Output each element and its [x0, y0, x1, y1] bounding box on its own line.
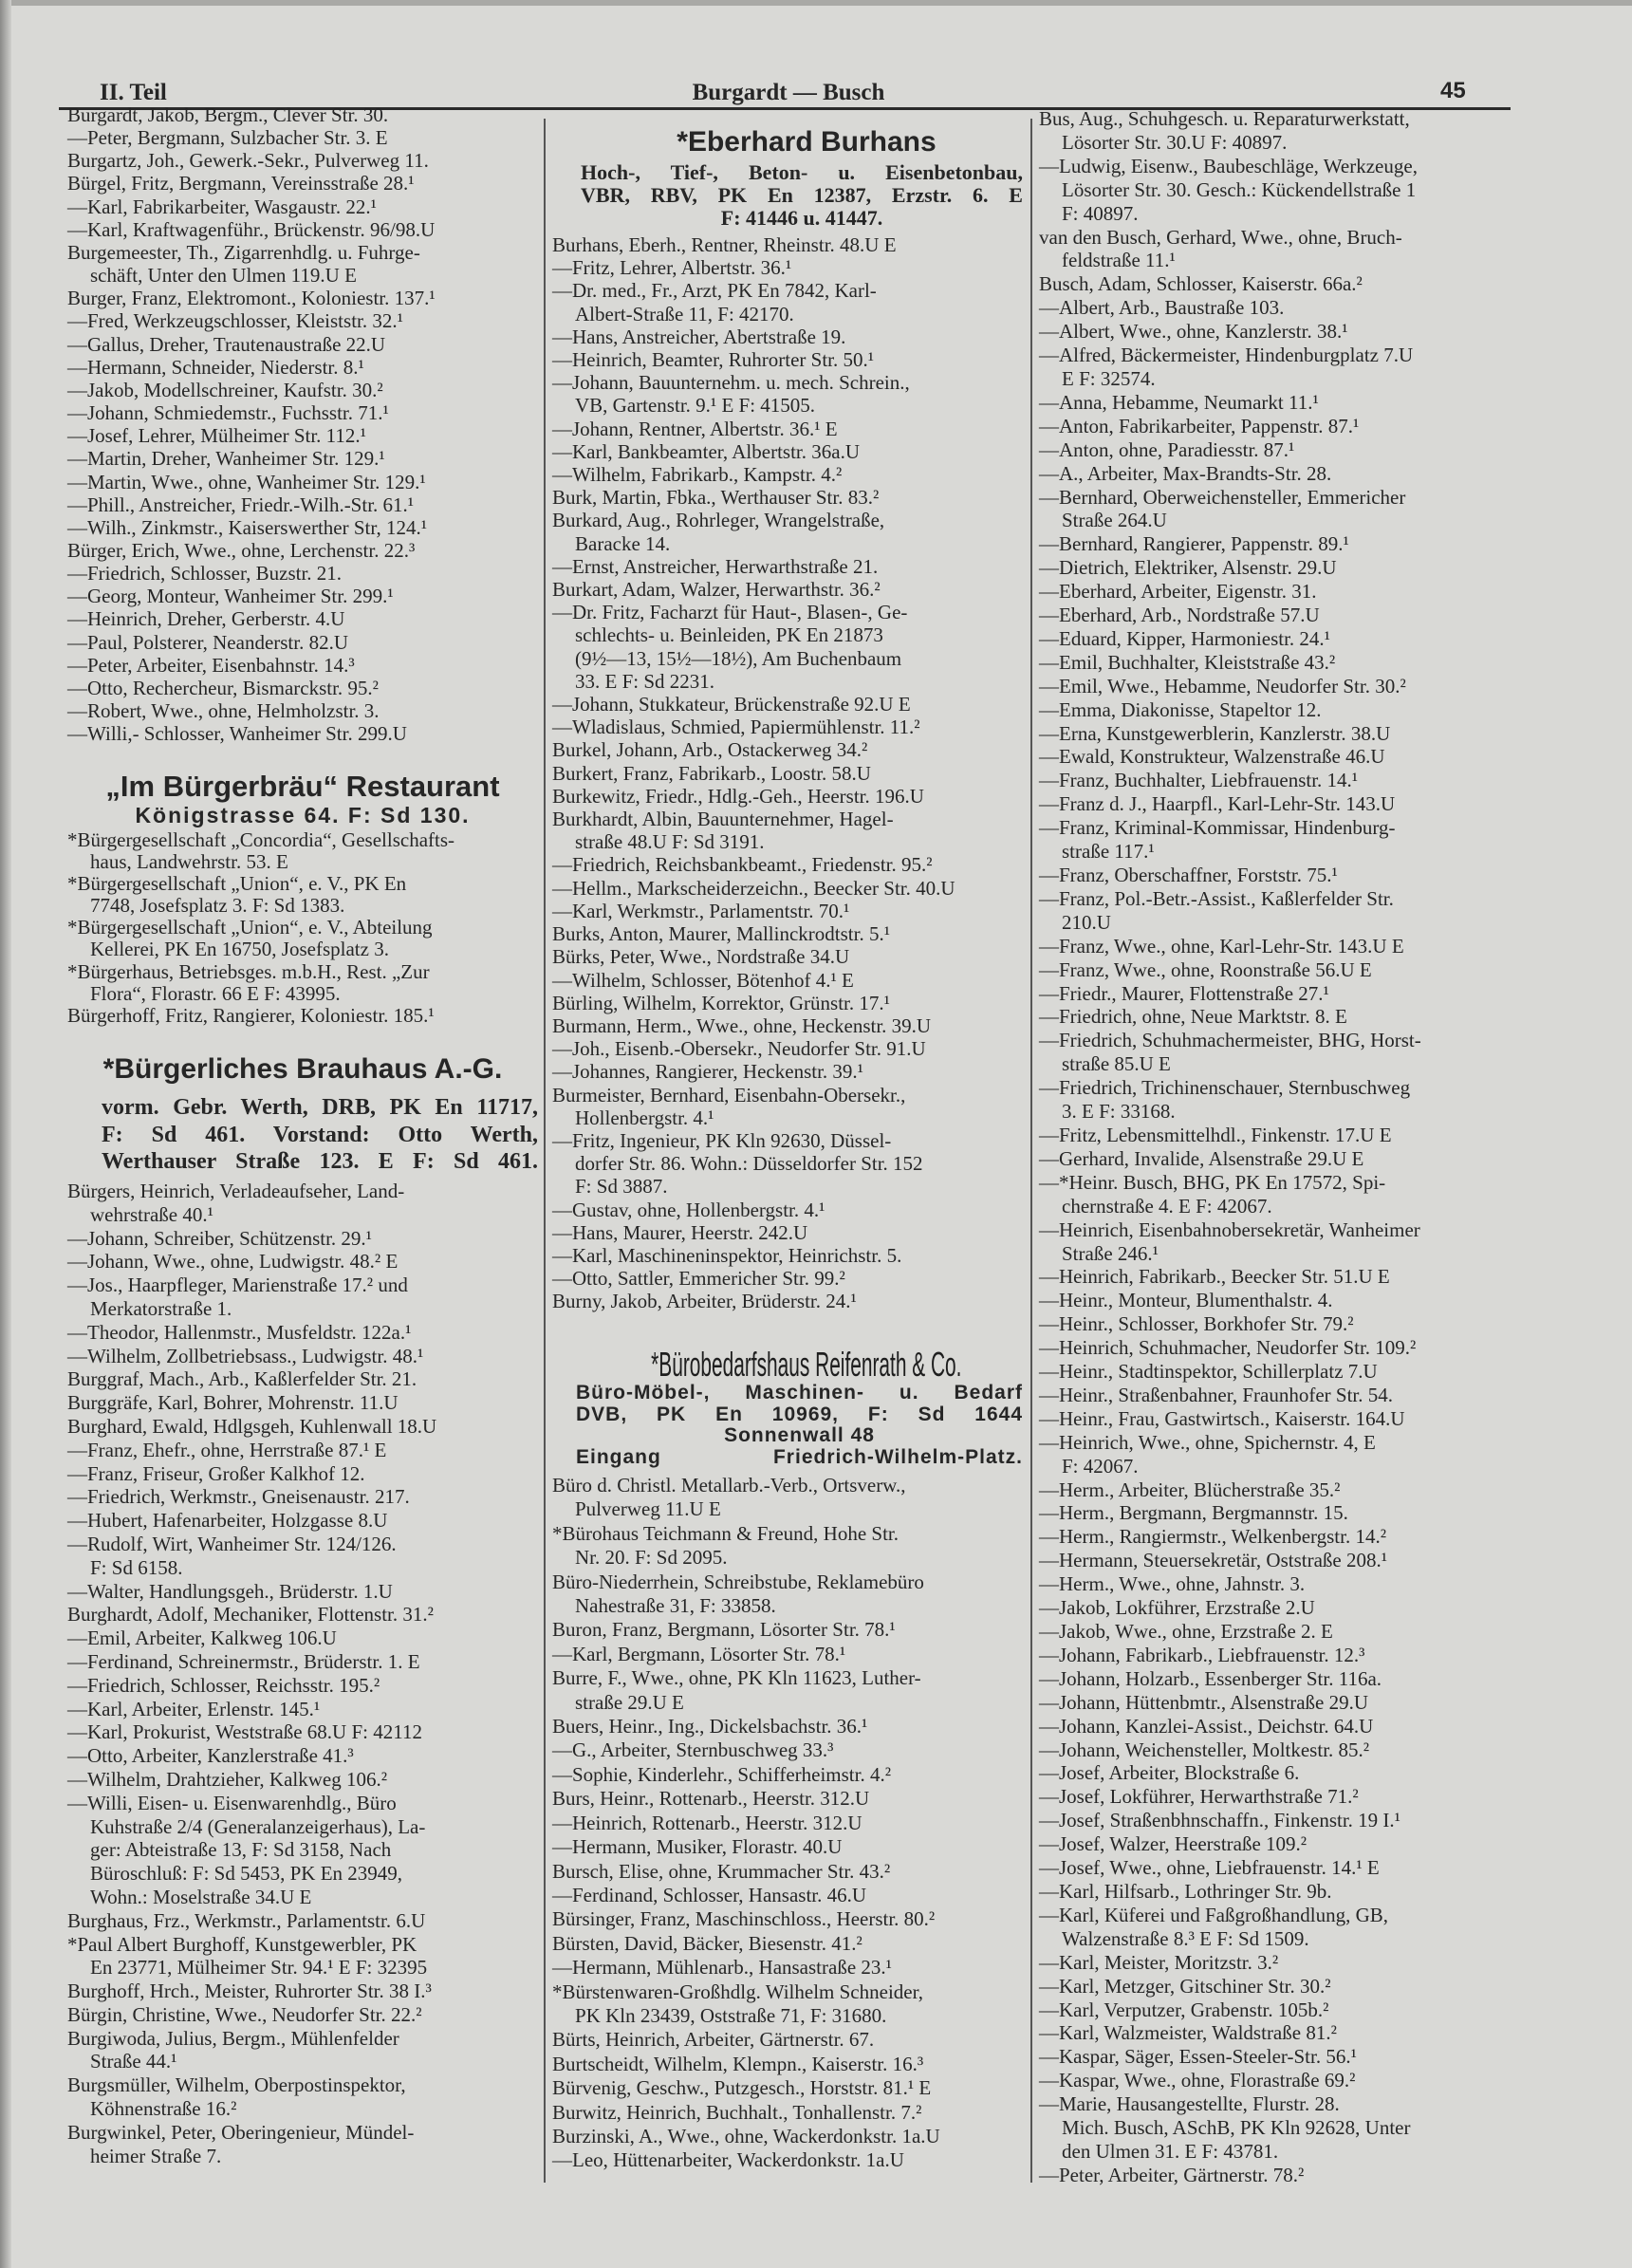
- directory-entry: Burkard, Aug., Rohrleger, Wrangelstraße,: [552, 509, 885, 532]
- directory-entry: —Fred, Werkzeugschlosser, Kleiststr. 32.¹: [67, 309, 403, 333]
- directory-entry: —Franz, Wwe., ohne, Roonstraße 56.U E: [1039, 957, 1372, 981]
- directory-entry-continuation: Albert-Straße 11, F: 42170.: [575, 302, 794, 325]
- directory-entry-continuation: Lösorter Str. 30.U F: 40897.: [1062, 130, 1288, 154]
- directory-entry-continuation: feldstraße 11.¹: [1062, 249, 1176, 272]
- directory-entry: —Herm., Bergmann, Bergmannstr. 15.: [1039, 1501, 1348, 1525]
- directory-entry: Burgwinkel, Peter, Oberingenieur, Mündel-: [67, 2120, 415, 2144]
- advertisement-line: Büro-Möbel-, Maschinen- u. Bedarf: [576, 1382, 1023, 1404]
- directory-entry: —Heinrich, Eisenbahnobersekretär, Wanheimer: [1039, 1218, 1420, 1241]
- directory-entry: —Karl, Kraftwagenführ., Brückenstr. 96/98.U: [67, 217, 436, 241]
- directory-entry: —Otto, Sattler, Emmericher Str. 99.²: [552, 1267, 845, 1291]
- directory-entry: —Friedr., Maurer, Flottenstraße 27.¹: [1039, 981, 1329, 1005]
- directory-entry: —Emil, Arbeiter, Kalkweg 106.U: [67, 1627, 337, 1650]
- directory-entry: —Karl, Arbeiter, Erlenstr. 145.¹: [67, 1697, 321, 1720]
- directory-entry: —Franz, Friseur, Großer Kalkhof 12.: [67, 1461, 365, 1485]
- directory-entry: Burgemeester, Th., Zigarrenhdlg. u. Fuhrge-: [67, 240, 420, 264]
- advertisement-body: [67, 1094, 538, 1176]
- directory-entry: —Franz, Oberschaffner, Forststr. 75.¹: [1039, 864, 1338, 886]
- directory-entry: —Anna, Hebamme, Neumarkt 11.¹: [1039, 390, 1319, 414]
- directory-entry: —Johannes, Rangierer, Heckenstr. 39.¹: [552, 1060, 863, 1084]
- directory-entry: van den Busch, Gerhard, Wwe., ohne, Bruch-: [1039, 225, 1402, 249]
- directory-entry: —Friedrich, Schlosser, Buzstr. 21.: [67, 562, 343, 586]
- directory-entry-continuation: straße 85.U E: [1062, 1052, 1171, 1076]
- directory-entry: Busch, Adam, Schlosser, Kaiserstr. 66a.²: [1039, 272, 1363, 296]
- directory-entry-continuation: dorfer Str. 86. Wohn.: Düsseldorfer Str. 152: [575, 1152, 923, 1176]
- directory-entry: Burghoff, Hrch., Meister, Ruhrorter Str. 38 I.³: [67, 1980, 432, 2003]
- directory-entry: Burghardt, Adolf, Mechaniker, Flottenstr. 31.²: [67, 1603, 434, 1627]
- directory-entry: —Fritz, Ingenieur, PK Kln 92630, Düssel-: [552, 1128, 892, 1152]
- directory-entry: —Gallus, Dreher, Trautenaustraße 22.U: [67, 332, 386, 356]
- directory-entry-continuation: En 23771, Mülheimer Str. 94.¹ E F: 32395: [90, 1956, 428, 1980]
- directory-entry-continuation: Merkatorstraße 1.: [90, 1296, 232, 1320]
- directory-entry: —Fritz, Lebensmittelhdl., Finkenstr. 17.U E: [1039, 1123, 1392, 1146]
- directory-entry: —Leo, Hüttenarbeiter, Wackerdonkstr. 1a.U: [552, 2148, 904, 2172]
- directory-entry-continuation: Wohn.: Moselstraße 34.U E: [90, 1885, 312, 1908]
- directory-entry-continuation: Hollenbergstr. 4.¹: [575, 1106, 714, 1129]
- directory-entry: —Hans, Maurer, Heerstr. 242.U: [552, 1220, 808, 1244]
- directory-entry: —Johann, Bauunternehm. u. mech. Schrein.,: [552, 371, 910, 395]
- directory-entry: —Bernhard, Oberweichensteller, Emmericher: [1039, 485, 1406, 509]
- running-header-part: II. Teil: [100, 80, 167, 105]
- directory-entry: —Josef, Wwe., ohne, Liebfrauenstr. 14.¹ E: [1039, 1856, 1380, 1880]
- directory-entry: —Dr. med., Fr., Arzt, PK En 7842, Karl-: [552, 279, 877, 303]
- advertisement-line: F: Sd 461. Vorstand: Otto Werth,: [102, 1122, 538, 1147]
- directory-entry: —Karl, Meister, Moritzstr. 3.²: [1039, 1950, 1279, 1974]
- directory-entry: —Sophie, Kinderlehr., Schifferheimstr. 4.²: [552, 1762, 892, 1786]
- directory-entry-continuation: F: Sd 6158.: [90, 1555, 183, 1579]
- column-divider: [1030, 119, 1032, 2183]
- directory-entry: —Anton, ohne, Paradiesstr. 87.¹: [1039, 437, 1295, 461]
- directory-entry: Burks, Anton, Maurer, Mallinckrodtstr. 5.¹: [552, 922, 891, 946]
- directory-entry: —Jakob, Wwe., ohne, Erzstraße 2. E: [1039, 1620, 1333, 1643]
- advertisement-line: Sonnenwall 48: [724, 1424, 875, 1447]
- advertisement-body: [552, 161, 1023, 230]
- directory-entry: —Hubert, Hafenarbeiter, Holzgasse 8.U: [67, 1509, 388, 1533]
- directory-entry: —Wilhelm, Zollbetriebsass., Ludwigstr. 48.¹: [67, 1344, 424, 1367]
- directory-entry: —Franz, Ehefr., ohne, Herrstraße 87.¹ E: [67, 1438, 387, 1461]
- directory-entry: —Josef, Straßenbhnschaffn., Finkenstr. 19 I.¹: [1039, 1809, 1400, 1832]
- directory-entry: —Heinr., Stadtinspektor, Schillerplatz 7.U: [1039, 1360, 1378, 1384]
- directory-entry: —Hans, Anstreicher, Abertstraße 19.: [552, 325, 846, 348]
- directory-entry: —Karl, Maschineninspektor, Heinrichstr. 5.: [552, 1243, 902, 1267]
- directory-entry: Burggräfe, Karl, Bohrer, Mohrenstr. 11.U: [67, 1391, 399, 1415]
- directory-entry: —Heinrich, Fabrikarb., Beecker Str. 51.U E: [1039, 1265, 1390, 1289]
- directory-entry-continuation: straße 29.U E: [575, 1690, 684, 1714]
- directory-entry: *Bürgergesellschaft „Union“, e. V., PK En: [67, 872, 407, 896]
- directory-entry: —Karl, Bergmann, Lösorter Str. 78.¹: [552, 1642, 846, 1665]
- directory-entry: —Ludwig, Eisenw., Baubeschläge, Werkzeuge,: [1039, 154, 1418, 177]
- advertisement-line: vorm. Gebr. Werth, DRB, PK En 11717,: [102, 1095, 538, 1120]
- directory-entry: —Franz, Pol.-Betr.-Assist., Kaßlerfelder Str.: [1039, 886, 1394, 910]
- directory-entry: —Wilhelm, Drahtzieher, Kalkweg 106.²: [67, 1767, 388, 1791]
- directory-entry: —Josef, Lokführer, Herwarthstraße 71.²: [1039, 1785, 1359, 1809]
- directory-entry: —Theodor, Hallenmstr., Musfeldstr. 122a.¹: [67, 1320, 412, 1344]
- directory-entry: —Karl, Prokurist, Weststraße 68.U F: 42112: [67, 1720, 422, 1744]
- directory-entry: Burre, F., Wwe., ohne, PK Kln 11623, Luther-: [552, 1666, 921, 1690]
- advertisement-line: Königstrasse 64. F: Sd 130.: [135, 803, 471, 827]
- directory-entry-continuation: Straße 44.¹: [90, 2050, 177, 2073]
- directory-entry: —Walter, Handlungsgeh., Brüderstr. 1.U: [67, 1579, 393, 1603]
- directory-entry: Burgartz, Joh., Gewerk.-Sekr., Pulverweg 11.: [67, 149, 429, 173]
- directory-entry: —Peter, Arbeiter, Gärtnerstr. 78.²: [1039, 2163, 1305, 2186]
- directory-entry-continuation: 33. E F: Sd 2231.: [575, 669, 715, 693]
- directory-entry-continuation: Walzenstraße 8.³ E F: Sd 1509.: [1062, 1926, 1309, 1950]
- advertisement-title: *Eberhard Burhans: [677, 126, 937, 158]
- directory-entry: —Martin, Dreher, Wanheimer Str. 129.¹: [67, 447, 385, 471]
- directory-entry: —Robert, Wwe., ohne, Helmholzstr. 3.: [67, 699, 380, 723]
- directory-entry-continuation: Kuhstraße 2/4 (Generalanzeigerhaus), La-: [90, 1814, 426, 1838]
- directory-entry: *Paul Albert Burghoff, Kunstgewerbler, PK: [67, 1932, 417, 1956]
- directory-entry: —Wladislaus, Schmied, Papiermühlenstr. 11.²: [552, 716, 920, 739]
- directory-entry: Burkert, Franz, Fabrikarb., Loostr. 58.U: [552, 761, 871, 785]
- directory-entry: —Peter, Arbeiter, Eisenbahnstr. 14.³: [67, 653, 355, 677]
- directory-entry: —Hellm., Markscheiderzeichn., Beecker Str. 40.U: [552, 876, 955, 900]
- directory-entry: Bürgin, Christine, Wwe., Neudorfer Str. 22.²: [67, 2002, 422, 2026]
- directory-entry: —Johann, Rentner, Albertstr. 36.¹ E: [552, 417, 838, 440]
- directory-entry: —Ferdinand, Schlosser, Hansastr. 46.U: [552, 1883, 867, 1906]
- directory-entry: —Albert, Wwe., ohne, Kanzlerstr. 38.¹: [1039, 320, 1348, 344]
- directory-entry: Büro d. Christl. Metallarb.-Verb., Ortsverw.,: [552, 1474, 906, 1497]
- advertisement-line: Hoch-, Tief-, Beton- u. Eisenbetonbau,: [581, 160, 1023, 184]
- directory-entry: Bursch, Elise, ohne, Krummacher Str. 43.²: [552, 1859, 891, 1883]
- directory-entry: —Hermann, Musiker, Florastr. 40.U: [552, 1835, 843, 1859]
- directory-entry: —Karl, Küferei und Faßgroßhandlung, GB,: [1039, 1903, 1389, 1926]
- directory-entry: —Josef, Arbeiter, Blockstraße 6.: [1039, 1761, 1300, 1785]
- directory-entry: —Albert, Arb., Baustraße 103.: [1039, 296, 1285, 320]
- directory-entry: —Friedrich, Trichinenschauer, Sternbuschweg: [1039, 1076, 1411, 1100]
- directory-entry: —Willi, Eisen- u. Eisenwarenhdlg., Büro: [67, 1791, 397, 1814]
- directory-entry: Buers, Heinr., Ing., Dickelsbachstr. 36.¹: [552, 1715, 868, 1738]
- directory-entry-continuation: straße 117.¹: [1062, 840, 1155, 864]
- directory-entry: —Wilhelm, Fabrikarb., Kampstr. 4.²: [552, 463, 843, 487]
- directory-entry: —Franz d. J., Haarpfl., Karl-Lehr-Str. 143.U: [1039, 792, 1396, 816]
- directory-entry: Burger, Franz, Elektromont., Koloniestr. 137.¹: [67, 287, 436, 310]
- directory-entry: *Bürstenwaren-Großhdlg. Wilhelm Schneider,: [552, 1980, 924, 2003]
- directory-entry-continuation: (9½—13, 15½—18½), Am Buchenbaum: [575, 646, 902, 670]
- directory-entry: —Heinr., Frau, Gastwirtsch., Kaiserstr. 164.U: [1039, 1406, 1405, 1430]
- directory-entry: —Georg, Monteur, Wanheimer Str. 299.¹: [67, 585, 394, 608]
- directory-entry: Bus, Aug., Schuhgesch. u. Reparaturwerkstatt,: [1039, 107, 1410, 130]
- directory-entry-continuation: straße 48.U F: Sd 3191.: [575, 830, 765, 854]
- directory-entry: —Eberhard, Arbeiter, Eigenstr. 31.: [1039, 580, 1317, 604]
- advertisement-body: [67, 803, 538, 827]
- directory-entry: Burny, Jakob, Arbeiter, Brüderstr. 24.¹: [552, 1290, 857, 1313]
- directory-entry: —Karl, Hilfsarb., Lothringer Str. 9b.: [1039, 1879, 1332, 1903]
- directory-entry-continuation: schlechts- u. Beinleiden, PK En 21873: [575, 623, 883, 647]
- directory-entry: —Franz, Wwe., ohne, Karl-Lehr-Str. 143.U E: [1039, 934, 1404, 957]
- directory-entry: —Johann, Schreiber, Schützenstr. 29.¹: [67, 1226, 372, 1250]
- advertisement-line: F: 41446 u. 41447.: [720, 206, 883, 230]
- advertisement-body: [552, 1383, 1023, 1469]
- directory-entry: —A., Arbeiter, Max-Brandts-Str. 28.: [1039, 461, 1332, 485]
- directory-entry: —Heinrich, Rottenarb., Heerstr. 312.U: [552, 1811, 862, 1834]
- directory-entry: Bürts, Heinrich, Arbeiter, Gärtnerstr. 67.: [552, 2028, 875, 2052]
- directory-entry-continuation: wehrstraße 40.¹: [90, 1202, 213, 1226]
- directory-entry: Bürger, Erich, Wwe., ohne, Lerchenstr. 22.³: [67, 538, 416, 562]
- directory-entry-continuation: Büroschluß: F: Sd 5453, PK En 23949,: [90, 1862, 403, 1886]
- directory-entry: —Fritz, Lehrer, Albertstr. 36.¹: [552, 256, 792, 280]
- directory-entry: —Erna, Kunstgewerblerin, Kanzlerstr. 38.U: [1039, 721, 1391, 745]
- directory-entry: —Josef, Walzer, Heerstraße 109.²: [1039, 1832, 1307, 1856]
- directory-entry: —*Heinr. Busch, BHG, PK En 17572, Spi-: [1039, 1170, 1386, 1194]
- directory-entry: —Karl, Fabrikarbeiter, Wasgaustr. 22.¹: [67, 195, 377, 218]
- directory-entry: —Alfred, Bäckermeister, Hindenburgplatz 7.U: [1039, 344, 1414, 367]
- directory-entry: —Heinr., Straßenbahner, Fraunhofer Str. 54.: [1039, 1383, 1393, 1406]
- directory-entry: Buron, Franz, Bergmann, Lösorter Str. 78.¹: [552, 1618, 896, 1642]
- directory-entry: —Marie, Hausangestellte, Flurstr. 28.: [1039, 2092, 1340, 2116]
- directory-entry-continuation: F: 40897.: [1062, 201, 1139, 225]
- directory-entry: Burzinski, A., Wwe., ohne, Wackerdonkstr. 1a.U: [552, 2124, 940, 2147]
- directory-entry: —Herm., Arbeiter, Blücherstraße 35.²: [1039, 1478, 1341, 1501]
- directory-entry: —Ernst, Anstreicher, Herwarthstraße 21.: [552, 554, 879, 578]
- directory-entry-continuation: ger: Abteistraße 13, F: Sd 3158, Nach: [90, 1838, 392, 1862]
- directory-entry: —Ewald, Konstrukteur, Walzenstraße 46.U: [1039, 745, 1385, 769]
- directory-entry: —Paul, Polsterer, Neanderstr. 82.U: [67, 630, 349, 654]
- page-binding-edge: [0, 0, 11, 2268]
- directory-entry: —Ferdinand, Schreinermstr., Brüderstr. 1. E: [67, 1649, 420, 1673]
- directory-entry: —Peter, Bergmann, Sulzbacher Str. 3. E: [67, 126, 388, 150]
- directory-entry: —Emil, Wwe., Hebamme, Neudorfer Str. 30.²: [1039, 674, 1406, 697]
- advertisement-line: DVB, PK En 10969, F: Sd 1644: [576, 1403, 1023, 1425]
- directory-entry-continuation: chernstraße 4. E F: 42067.: [1062, 1194, 1272, 1218]
- directory-entry: *Bürohaus Teichmann & Freund, Hohe Str.: [552, 1521, 899, 1545]
- directory-entry: —Friedrich, Schuhmachermeister, BHG, Horst-: [1039, 1029, 1421, 1052]
- directory-entry-continuation: Köhnenstraße 16.²: [90, 2097, 237, 2121]
- advertisement-line: Werthauser Straße 123. E F: Sd 461.: [102, 1149, 538, 1175]
- directory-entry: —Heinrich, Wwe., ohne, Spichernstr. 4, E: [1039, 1430, 1376, 1454]
- directory-entry: —Heinr., Schlosser, Borkhofer Str. 79.²: [1039, 1312, 1354, 1336]
- directory-entry-continuation: F: 42067.: [1062, 1454, 1139, 1478]
- directory-entry: —Wilh., Zinkmstr., Kaiserswerther Str, 124.¹: [67, 515, 428, 539]
- directory-entry: *Bürgergesellschaft „Union“, e. V., Abteilung: [67, 916, 433, 939]
- advertisement-title: *Bürobedarfshaus Reifenrath & Co.: [651, 1345, 962, 1384]
- directory-entry: —Johann, Weichensteller, Moltkestr. 85.²: [1039, 1738, 1370, 1761]
- directory-entry: —Bernhard, Rangierer, Pappenstr. 89.¹: [1039, 532, 1349, 556]
- directory-entry: —Eberhard, Arb., Nordstraße 57.U: [1039, 604, 1320, 627]
- directory-entry: —Karl, Werkmstr., Parlamentstr. 70.¹: [552, 899, 850, 922]
- directory-entry: —Hermann, Schneider, Niederstr. 8.¹: [67, 355, 364, 379]
- entry-list: [67, 829, 538, 1027]
- directory-entry: —Rudolf, Wirt, Wanheimer Str. 124/126.: [67, 1532, 397, 1555]
- directory-entry: Burwitz, Heinrich, Buchhalt., Tonhallenstr. 7.²: [552, 2100, 922, 2124]
- directory-entry-continuation: VB, Gartenstr. 9.¹ E F: 41505.: [575, 394, 816, 418]
- directory-entry: Bürsten, David, Bäcker, Biesenstr. 41.²: [552, 1931, 862, 1955]
- directory-entry: —Johann, Stukkateur, Brückenstraße 92.U E: [552, 693, 911, 716]
- directory-entry: Bürgel, Fritz, Bergmann, Vereinsstraße 28.¹: [67, 172, 415, 195]
- directory-entry: —Johann, Kanzlei-Assist., Deichstr. 64.U: [1039, 1714, 1374, 1738]
- directory-entry: *Bürgerhaus, Betriebsges. m.b.H., Rest. „Zur: [67, 959, 430, 983]
- directory-entry-continuation: Kellerei, PK En 16750, Josefsplatz 3.: [90, 938, 389, 961]
- directory-entry: —Herm., Wwe., ohne, Jahnstr. 3.: [1039, 1572, 1306, 1596]
- directory-entry: Burkel, Johann, Arb., Ostackerweg 34.²: [552, 738, 868, 762]
- directory-entry: —Heinrich, Schuhmacher, Neudorfer Str. 109.²: [1039, 1336, 1417, 1360]
- directory-entry: —Franz, Buchhalter, Liebfrauenstr. 14.¹: [1039, 769, 1359, 792]
- directory-entry: Bürgerhoff, Fritz, Rangierer, Koloniestr. 185.¹: [67, 1003, 435, 1027]
- directory-entry: —Otto, Rechercheur, Bismarckstr. 95.²: [67, 676, 379, 699]
- directory-entry: —Friedrich, Schlosser, Reichsstr. 195.²: [67, 1673, 380, 1697]
- advertisement: [67, 1050, 538, 1176]
- advertisement-title: „Im Bürgerbräu“ Restaurant: [105, 770, 500, 803]
- entry-list: [552, 233, 1023, 1313]
- directory-entry: Bürling, Wilhelm, Korrektor, Grünstr. 17.¹: [552, 991, 890, 1014]
- directory-entry: —Jos., Haarpfleger, Marienstraße 17.² und: [67, 1273, 408, 1297]
- directory-entry: —Karl, Verputzer, Grabenstr. 105b.²: [1039, 1998, 1329, 2021]
- directory-entry: Burtscheidt, Wilhelm, Klempn., Kaiserstr. 16.³: [552, 2052, 924, 2075]
- directory-entry-continuation: Pulverweg 11.U E: [575, 1497, 721, 1521]
- directory-entry: —Jakob, Modellschreiner, Kaufstr. 30.²: [67, 378, 383, 401]
- directory-entry-continuation: heimer Straße 7.: [90, 2144, 222, 2167]
- directory-entry: —Heinr., Monteur, Blumenthalstr. 4.: [1039, 1289, 1333, 1312]
- entry-list: [67, 103, 538, 745]
- directory-column-3: [1039, 0, 1511, 2268]
- directory-entry: Burmann, Herm., Wwe., ohne, Heckenstr. 39.U: [552, 1013, 932, 1037]
- directory-entry-continuation: haus, Landwehrstr. 53. E: [90, 850, 288, 874]
- entry-list: [67, 1180, 538, 2167]
- directory-entry: —Gustav, ohne, Hollenbergstr. 4.¹: [552, 1198, 825, 1221]
- running-header-range: Burgardt — Busch: [692, 80, 885, 105]
- directory-entry: Bürks, Peter, Wwe., Nordstraße 34.U: [552, 945, 850, 969]
- directory-entry: Burghard, Ewald, Hdlgsgeh, Kuhlenwall 18.U: [67, 1414, 437, 1438]
- directory-entry: Bürgers, Heinrich, Verladeaufseher, Land-: [67, 1180, 405, 1202]
- directory-entry: Burkhardt, Albin, Bauunternehmer, Hagel-: [552, 808, 894, 831]
- directory-entry: —Emil, Buchhalter, Kleiststraße 43.²: [1039, 650, 1336, 674]
- directory-entry-continuation: Flora“, Florastr. 66 E F: 43995.: [90, 981, 341, 1005]
- advertisement-line: Eingang Friedrich-Wilhelm-Platz.: [576, 1446, 1023, 1469]
- directory-entry: —Johann, Schmiedemstr., Fuchsstr. 71.¹: [67, 401, 389, 425]
- directory-entry: —Otto, Arbeiter, Kanzlerstraße 41.³: [67, 1744, 354, 1768]
- directory-entry: —Jakob, Lokführer, Erzstraße 2.U: [1039, 1596, 1315, 1620]
- directory-entry: —Willi,- Schlosser, Wanheimer Str. 299.U: [67, 722, 407, 746]
- directory-entry: Burhans, Eberh., Rentner, Rheinstr. 48.U E: [552, 233, 897, 256]
- directory-entry: —Wilhelm, Schlosser, Bötenhof 4.¹ E: [552, 968, 854, 992]
- directory-entry: —Dr. Fritz, Facharzt für Haut-, Blasen-, Ge-: [552, 601, 908, 624]
- directory-entry: —Joh., Eisenb.-Obersekr., Neudorfer Str. 91.U: [552, 1037, 926, 1061]
- directory-entry: Burkewitz, Friedr., Hdlg.-Geh., Heerstr. 196.U: [552, 784, 924, 808]
- directory-entry: —Martin, Wwe., ohne, Wanheimer Str. 129.¹: [67, 470, 426, 493]
- advertisement: [552, 1341, 1023, 1469]
- directory-entry: Burgiwoda, Julius, Bergm., Mühlenfelder: [67, 2026, 399, 2050]
- directory-entry-continuation: 210.U: [1062, 910, 1111, 934]
- advertisement: [552, 123, 1023, 230]
- directory-entry-continuation: E F: 32574.: [1062, 366, 1156, 390]
- directory-entry: —Anton, Fabrikarbeiter, Pappenstr. 87.¹: [1039, 414, 1360, 437]
- directory-entry: Burkart, Adam, Walzer, Herwarthstr. 36.²: [552, 578, 881, 602]
- directory-entry-continuation: den Ulmen 31. E F: 43781.: [1062, 2139, 1279, 2163]
- directory-column-1: [67, 0, 538, 2268]
- directory-entry: —Johann, Fabrikarb., Liebfrauenstr. 12.³: [1039, 1643, 1365, 1666]
- directory-entry-continuation: schäft, Unter den Ulmen 119.U E: [90, 264, 357, 288]
- directory-entry: Burk, Martin, Fbka., Werthauser Str. 83.²: [552, 486, 880, 510]
- directory-entry: Burgardt, Jakob, Bergm., Clever Str. 30.: [67, 103, 389, 126]
- advertisement-line: VBR, RBV, PK En 12387, Erzstr. 6. E: [581, 183, 1023, 207]
- directory-entry: —Kaspar, Wwe., ohne, Florastraße 69.²: [1039, 2069, 1356, 2092]
- directory-entry: —Heinrich, Dreher, Gerberstr. 4.U: [67, 607, 345, 631]
- directory-entry: —Dietrich, Elektriker, Alsenstr. 29.U: [1039, 556, 1337, 580]
- entry-list: [1039, 107, 1511, 2187]
- directory-entry: —Karl, Bankbeamter, Albertstr. 36a.U: [552, 439, 860, 463]
- directory-entry: —Friedrich, ohne, Neue Marktstr. 8. E: [1039, 1005, 1347, 1029]
- directory-entry: —Karl, Metzger, Gitschiner Str. 30.²: [1039, 1974, 1331, 1998]
- directory-entry-continuation: F: Sd 3887.: [575, 1175, 668, 1199]
- directory-entry-continuation: Lösorter Str. 30. Gesch.: Kückendellstraße 1: [1062, 177, 1417, 201]
- directory-entry: —Emma, Diakonisse, Stapeltor 12.: [1039, 697, 1322, 721]
- directory-entry-continuation: Straße 264.U: [1062, 509, 1167, 532]
- directory-entry: —Heinrich, Beamter, Ruhrorter Str. 50.¹: [552, 348, 875, 372]
- directory-entry: —Eduard, Kipper, Harmoniestr. 24.¹: [1039, 626, 1330, 650]
- directory-entry: Büro-Niederrhein, Schreibstube, Reklamebüro: [552, 1570, 924, 1593]
- directory-entry: —Friedrich, Werkmstr., Gneisenaustr. 217.: [67, 1485, 410, 1509]
- column-divider: [544, 119, 546, 2183]
- directory-entry: —Gerhard, Invalide, Alsenstraße 29.U E: [1039, 1146, 1364, 1170]
- directory-entry: Burgsmüller, Wilhelm, Oberpostinspektor,: [67, 2073, 406, 2097]
- directory-entry: —Franz, Kriminal-Kommissar, Hindenburg-: [1039, 816, 1396, 840]
- entry-list: [552, 1474, 1023, 2173]
- directory-entry-continuation: 3. E F: 33168.: [1062, 1100, 1176, 1124]
- directory-entry-continuation: Mich. Busch, ASchB, PK Kln 92628, Unter: [1062, 2116, 1411, 2140]
- directory-entry: *Bürgergesellschaft „Concordia“, Gesellschafts-: [67, 828, 455, 851]
- directory-entry: —Johann, Wwe., ohne, Ludwigstr. 48.² E: [67, 1250, 399, 1273]
- directory-entry: —Johann, Holzarb., Essenberger Str. 116a.: [1039, 1666, 1382, 1690]
- directory-entry: Bürvenig, Geschw., Putzgesch., Horststr. 81.¹ E: [552, 2076, 932, 2100]
- directory-entry: Burghaus, Frz., Werkmstr., Parlamentstr. 6.U: [67, 1908, 426, 1932]
- directory-column-2: [552, 0, 1023, 2268]
- directory-entry-continuation: Nr. 20. F: Sd 2095.: [575, 1546, 728, 1570]
- directory-entry-continuation: 7748, Josefsplatz 3. F: Sd 1383.: [90, 894, 345, 918]
- directory-entry: —Phill., Anstreicher, Friedr.-Wilh.-Str. 61.¹: [67, 493, 415, 516]
- directory-entry-continuation: Baracke 14.: [575, 531, 671, 555]
- advertisement: [67, 768, 538, 827]
- directory-entry: Burggraf, Mach., Arb., Kaßlerfelder Str. 21.: [67, 1367, 417, 1391]
- directory-entry: Burmeister, Bernhard, Eisenbahn-Obersekr.,: [552, 1083, 906, 1106]
- directory-entry: —Kaspar, Säger, Essen-Steeler-Str. 56.¹: [1039, 2045, 1357, 2069]
- directory-entry: —G., Arbeiter, Sternbuschweg 33.³: [552, 1738, 834, 1762]
- directory-entry-continuation: Nahestraße 31, F: 33858.: [575, 1594, 776, 1618]
- directory-entry: —Karl, Walzmeister, Waldstraße 81.²: [1039, 2021, 1337, 2045]
- directory-entry: —Hermann, Steuersekretär, Oststraße 208.¹: [1039, 1549, 1388, 1572]
- directory-entry: —Herm., Rangiermstr., Welkenbergstr. 14.²: [1039, 1525, 1387, 1549]
- directory-entry: —Johann, Hüttenbmtr., Alsenstraße 29.U: [1039, 1690, 1369, 1714]
- directory-entry-continuation: Straße 246.¹: [1062, 1241, 1159, 1265]
- directory-entry: —Friedrich, Reichsbankbeamt., Friedenstr. 95.²: [552, 853, 933, 877]
- directory-entry: —Josef, Lehrer, Mülheimer Str. 112.¹: [67, 424, 366, 448]
- directory-entry: Bürsinger, Franz, Maschinschloss., Heerstr. 80.²: [552, 1907, 936, 1931]
- directory-entry: Burs, Heinr., Rottenarb., Heerstr. 312.U: [552, 1787, 870, 1811]
- page-number: 45: [1440, 78, 1466, 103]
- directory-entry-continuation: PK Kln 23439, Oststraße 71, F: 31680.: [575, 2003, 887, 2027]
- directory-entry: —Hermann, Mühlenarb., Hansastraße 23.¹: [552, 1956, 892, 1980]
- advertisement-title: *Bürgerliches Brauhaus A.-G.: [102, 1053, 503, 1085]
